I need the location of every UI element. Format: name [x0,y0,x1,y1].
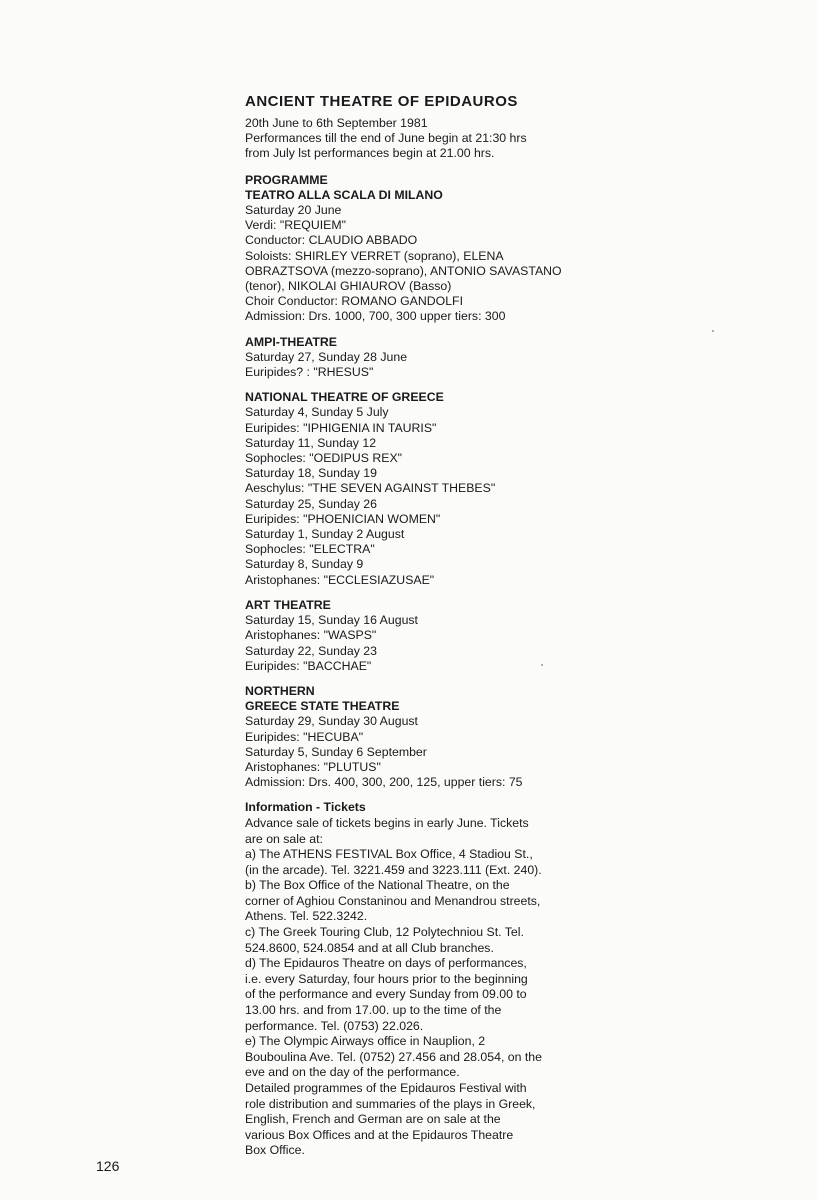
section-line: Aristophanes: "ECCLESIAZUSAE" [245,572,435,587]
section-heading: NATIONAL THEATRE OF GREECE [245,390,444,405]
info-line: performance. Tel. (0753) 22.026. [245,1018,424,1033]
programme-heading: PROGRAMME [245,172,328,187]
programme-section [245,598,625,674]
info-line: 13.00 hrs. and from 17.00. up to the time of the [245,1003,502,1018]
section-line: Soloists: SHIRLEY VERRET (soprano), ELENA [245,248,504,263]
section-line: Conductor: CLAUDIO ABBADO [245,233,418,248]
section-line: Saturday 29, Sunday 30 August [245,714,418,729]
section-line: Saturday 8, Sunday 9 [245,557,364,572]
info-line: c) The Greek Touring Club, 12 Polytechniou St. Tel. [245,925,524,940]
info-line: eve and on the day of the performance. [245,1065,460,1080]
scan-speck [712,330,714,332]
info-line: d) The Epidauros Theatre on days of performances, [245,956,527,971]
page-number: 126 [96,1158,120,1174]
info-line: of the performance and every Sunday from 09.00 to [245,987,527,1002]
section-line: Euripides: "BACCHAE" [245,658,372,673]
section-line: Saturday 18, Sunday 19 [245,466,377,481]
section-line: Saturday 25, Sunday 26 [245,496,377,511]
section-heading: AMPI-THEATRE [245,334,337,349]
section-line: Euripides? : "RHESUS" [245,365,374,380]
section-line: Verdi: "REQUIEM" [245,218,346,233]
section-line: Euripides: "IPHIGENIA IN TAURIS" [245,420,437,435]
section-line: Aristophanes: "WASPS" [245,628,377,643]
info-line: Bouboulina Ave. Tel. (0752) 27.456 and 28.054, on the [245,1049,542,1064]
section-line: Saturday 20 June [245,203,342,218]
section-line: Admission: Drs. 1000, 700, 300 upper tiers: 300 [245,309,506,324]
intro-line: from July lst performances begin at 21.00 hrs. [245,146,495,161]
info-line: Detailed programmes of the Epidauros Festival with [245,1081,527,1096]
section-line: Admission: Drs. 400, 300, 200, 125, upper tiers: 75 [245,775,523,790]
programme-section [245,188,625,325]
section-heading: NORTHERN [245,683,315,698]
programme-section [245,684,625,790]
info-heading: Information - Tickets [245,800,366,815]
programme-section [245,390,625,588]
info-line: various Box Offices and at the Epidauros Theatre [245,1127,514,1142]
section-line: Aeschylus: "THE SEVEN AGAINST THEBES" [245,481,496,496]
info-line: role distribution and summaries of the plays in Greek, [245,1096,536,1111]
section-line: Euripides: "HECUBA" [245,729,364,744]
section-line: Saturday 22, Sunday 23 [245,643,377,658]
intro-line: Performances till the end of June begin at 21:30 hrs [245,131,527,146]
section-heading: TEATRO ALLA SCALA DI MILANO [245,187,443,202]
info-line: (in the arcade). Tel. 3221.459 and 3223.111 (Ext. 240). [245,862,542,877]
info-line: b) The Box Office of the National Theatre, on the [245,878,510,893]
section-line: Aristophanes: "PLUTUS" [245,759,381,774]
info-line: Box Office. [245,1143,305,1158]
intro [245,116,625,162]
info-line: a) The ATHENS FESTIVAL Box Office, 4 Stadiou St., [245,847,533,862]
info-line: i.e. every Saturday, four hours prior to the beginning [245,971,528,986]
section-line: Choir Conductor: ROMANO GANDOLFI [245,294,463,309]
section-line: Saturday 15, Sunday 16 August [245,613,418,628]
info-line: e) The Olympic Airways office in Nauplion, 2 [245,1034,486,1049]
programme-sections [245,188,625,791]
programme-section [245,335,625,381]
information-tickets [245,800,625,1159]
section-line: Sophocles: "ELECTRA" [245,542,375,557]
section-line: Saturday 27, Sunday 28 June [245,349,408,364]
page-title: ANCIENT THEATRE OF EPIDAUROS [245,93,518,110]
section-line: Euripides: "PHOENICIAN WOMEN" [245,511,441,526]
info-line: are on sale at: [245,831,323,846]
section-line: Sophocles: "OEDIPUS REX" [245,451,403,466]
document-body [245,93,625,1159]
intro-line: 20th June to 6th September 1981 [245,116,428,130]
section-line: Saturday 5, Sunday 6 September [245,744,427,759]
scan-speck [541,664,543,666]
section-line: Saturday 1, Sunday 2 August [245,527,405,542]
section-heading: GREECE STATE THEATRE [245,699,400,714]
section-line: OBRAZTSOVA (mezzo-soprano), ANTONIO SAVASTANO [245,263,562,278]
section-line: Saturday 11, Sunday 12 [245,435,377,450]
info-line: 524.8600, 524.0854 and at all Club branches. [245,940,494,955]
section-line: (tenor), NIKOLAI GHIAUROV (Basso) [245,279,452,294]
info-line: English, French and German are on sale at the [245,1112,501,1127]
info-line: corner of Aghiou Constaninou and Menandrou streets, [245,893,541,908]
info-line: Athens. Tel. 522.3242. [245,909,368,924]
section-line: Saturday 4, Sunday 5 July [245,405,389,420]
section-heading: ART THEATRE [245,597,331,612]
info-line: Advance sale of tickets begins in early June. Tickets [245,815,529,830]
